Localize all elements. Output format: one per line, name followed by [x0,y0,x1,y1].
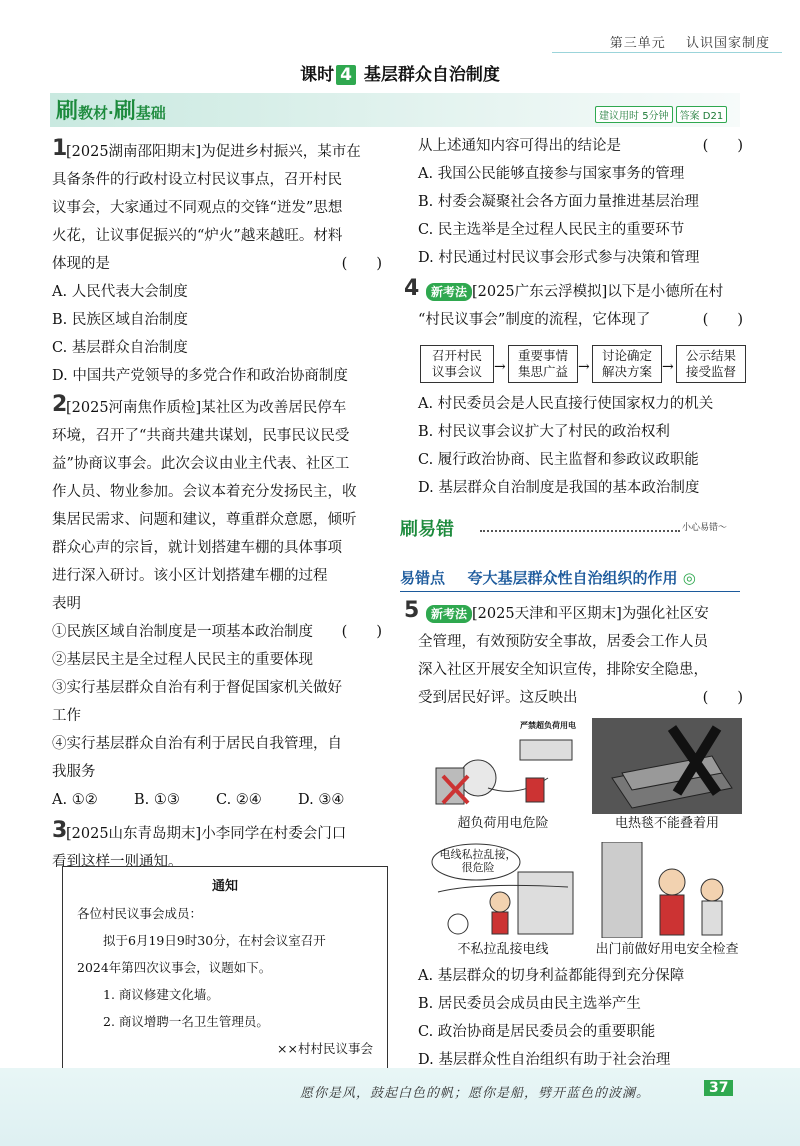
q1-line-3: 火花，让议事促振兴的“炉火”越来越旺。材料 [52,228,343,244]
q3-option-b: B. 村委会凝聚社会各方面力量推进基层治理 [418,194,699,210]
q2-choice-c: C. ②④ [216,792,262,808]
q1-number: 1 [52,136,68,161]
q4-option-c: C. 履行政治协商、民主监督和参政议政职能 [418,452,699,468]
flow-step-1-l2: 议事会议 [431,364,482,379]
answer-tag [676,106,728,123]
notice-title: 通知 [211,879,238,894]
jichu-label: 基础 [135,104,166,122]
q4-options [418,390,743,502]
page-number: 37 [704,1080,733,1096]
flow-step-2-l2: 集思广益 [517,364,568,379]
flowchart [420,345,745,387]
caption-4: 出门前做好用电安全检查 [595,942,739,957]
q1-last-text: 体现的是 [52,256,110,272]
flow-step-4 [676,345,746,383]
q3-line-0: [2025山东青岛期末]小李同学在村委会门口 [66,826,347,842]
unit-title: 认识国家制度 [685,36,770,51]
answer-paren: ( ) [702,690,743,706]
q5-last-row [418,684,743,712]
section-title [56,94,166,125]
question-2 [52,394,382,814]
notice-body-2: 2024年第四次议事会，议题如下。 [77,960,272,975]
footer-motto: 愿你是风，鼓起白色的帆；愿你是船，劈开蓝色的波澜。 [300,1086,651,1101]
flow-step-3-l1: 讨论确定 [601,348,652,363]
q2-line-6: 进行深入研讨。该小区计划搭建车棚的过程 [52,568,328,584]
lesson-prefix: 课时 [300,65,335,85]
illustration-blanket [592,718,742,814]
q5-options [418,962,743,1074]
arrow-right-icon: → [494,359,506,375]
q2-line-1: 环境，召开了“共商共建共谋划，民事民议民受 [52,428,350,444]
q5-option-a: A. 基层群众的切身利益都能得到充分保障 [418,968,685,984]
q2-number: 2 [52,392,68,417]
notice-body-1: 拟于6月19日9时30分，在村会议室召开 [103,933,326,948]
q2-choice-b: B. ①③ [134,792,180,808]
q5-option-d: D. 基层群众性自治组织有助于社会治理 [418,1052,671,1068]
notice-greeting: 各位村民议事会成员： [77,906,203,921]
q2-item-4-cont: 我服务 [52,764,96,780]
q5-number: 5 [404,598,420,623]
unit-header [610,32,770,51]
q4-line-0: [2025广东云浮模拟]以下是小德所在村 [472,284,724,300]
flow-step-3-l2: 解决方案 [601,364,652,379]
q5-last-text: 受到居民好评。这反映出 [418,690,578,706]
q5-option-b: B. 居民委员会成员由民主选举产生 [418,996,641,1012]
notice-item-1: 1. 商议修建文化墙。 [103,987,219,1002]
right-column-top [404,132,743,334]
q3-cont-text: 从上述通知内容可得出的结论是 [418,138,621,154]
q5-line-2: 深入社区开展安全知识宣传，排除安全隐患， [418,662,708,678]
arrow-right-icon: → [662,359,674,375]
section-tags [592,106,727,123]
q2-item-2: ②基层民主是全过程人民民主的重要体现 [52,652,313,668]
lesson-title [0,60,800,85]
illustration-overload [428,718,578,814]
q2-line-4: 集居民需求、问题和建议，尊重群众意愿，倾听 [52,512,357,528]
arrow-right-icon: → [578,359,590,375]
jiaocai-label: 教材 [78,104,109,122]
caption-2: 电热毯不能叠着用 [614,816,719,831]
flow-step-3 [592,345,662,383]
lesson-number: 4 [336,65,356,85]
q2-last: 表明 [52,596,81,612]
question-4 [404,276,743,334]
caption-3: 不私拉乱接电线 [457,942,549,957]
flow-step-1-l1: 召开村民 [431,348,482,363]
error-point-header [400,567,740,592]
q2-line-0: [2025河南焦作质检]某社区为改善居民停车 [66,400,347,416]
q1-last [52,250,382,278]
q2-item-3: ③实行基层群众自治有利于督促国家机关做好 [52,680,342,696]
yicuo-deco: 小心易错～ [682,523,728,533]
illustration-wires [428,842,578,938]
notice-box [62,866,388,1096]
caption-1: 超负荷用电危险 [457,816,549,831]
notice-signature: ××村村民议事会 [277,1041,373,1056]
q1-line-2: 议事会，大家通过不同观点的交锋“迸发”思想 [52,200,343,216]
new-method-badge: 新考法 [426,283,472,301]
q3-line-1: 看到这样一则通知。 [52,854,183,870]
lesson-main-title: 基层群众自治制度 [363,65,500,85]
q3-cont-row [418,132,743,160]
q5-option-c: C. 政治协商是居民委员会的重要职能 [418,1024,656,1040]
q3-option-a: A. 我国公民能够直接参与国家事务的管理 [418,166,685,182]
dotted-divider [480,530,680,532]
answer-paren: ( ) [702,312,743,328]
time-label: 建议用时 [599,111,639,122]
dot-sep: · [108,104,114,122]
target-icon: ◎ [682,569,696,587]
brush-char: 刷 [56,99,79,124]
answer-paren: ( ) [341,624,382,640]
q3-option-d: D. 村民通过村民议事会形式参与决策和管理 [418,250,700,266]
answer-value: D21 [702,111,724,122]
q1-option-d: D. 中国共产党领导的多党合作和政治协商制度 [52,368,348,384]
q1-line-1: 具备条件的行政村设立村民议事点，召开村民 [52,172,342,188]
yicuo-title: 刷易错 [400,519,454,540]
footer-band [0,1068,800,1146]
q2-choices [52,786,382,814]
illustration-check [592,842,742,938]
question-1 [52,138,382,390]
q2-item-1-row [52,618,382,646]
flow-step-2-l1: 重要事情 [517,348,568,363]
q4-option-b: B. 村民议事会议扩大了村民的政治权利 [418,424,670,440]
q1-line-0: [2025湖南邵阳期末]为促进乡村振兴，某市在 [66,144,361,160]
q1-option-b: B. 民族区域自治制度 [52,312,188,328]
time-tag [595,106,673,123]
unit-label: 第三单元 [609,36,666,51]
q5-line-1: 全管理，有效预防安全事故，居委会工作人员 [418,634,708,650]
q2-line-2: 益”协商议事会。此次会议由业主代表、社区工 [52,456,350,472]
q5-line-0: [2025天津和平区期末]为强化社区安 [472,606,709,622]
q2-line-3: 作人员、物业参加。会议本着充分发扬民主，收 [52,484,357,500]
flow-step-1 [420,345,494,383]
new-method-badge: 新考法 [426,605,472,623]
time-value: 5分钟 [642,111,669,122]
answer-paren: ( ) [702,138,743,154]
q2-choice-a: A. ①② [52,792,98,808]
q4-line-1: “村民议事会”制度的流程，它体现了 [418,312,651,328]
q2-item-3-cont: 工作 [52,708,81,724]
q2-item-4: ④实行基层群众自治有利于居民自我管理，自 [52,736,342,752]
error-point-text: 夸大基层群众性自治组织的作用 [467,569,678,587]
notice-item-2: 2. 商议增聘一名卫生管理员。 [103,1014,269,1029]
q1-option-a: A. 人民代表大会制度 [52,284,188,300]
q1-option-c: C. 基层群众自治制度 [52,340,188,356]
q2-choice-d: D. ③④ [298,792,345,808]
flow-step-4-l1: 公示结果 [685,348,736,363]
q3-option-c: C. 民主选举是全过程人民民主的重要环节 [418,222,685,238]
answer-paren: ( ) [341,256,382,272]
warning-sign-text: 严禁超负荷用电 [520,721,576,730]
flow-step-4-l2: 接受监督 [685,364,736,379]
q4-option-a: A. 村民委员会是人民直接行使国家权力的机关 [418,396,714,412]
q3-number: 3 [52,818,68,843]
q2-line-5: 群众心声的宗旨，就计划搭建车棚的具体事项 [52,540,342,556]
speech-bubble-text: 电线私拉乱接，很危险 [439,848,517,874]
flow-step-2 [508,345,578,383]
header-divider [552,52,782,53]
q4-line-1-row [418,306,743,334]
question-5 [404,598,743,712]
answer-label: 答案 [679,111,700,122]
q4-option-d: D. 基层群众自治制度是我国的基本政治制度 [418,480,700,496]
q4-number: 4 [404,276,420,301]
q2-item-1: ①民族区域自治制度是一项基本政治制度 [52,624,313,640]
left-column [52,138,382,876]
brush-char-2: 刷 [113,99,136,124]
error-point-label: 易错点 [400,569,446,587]
